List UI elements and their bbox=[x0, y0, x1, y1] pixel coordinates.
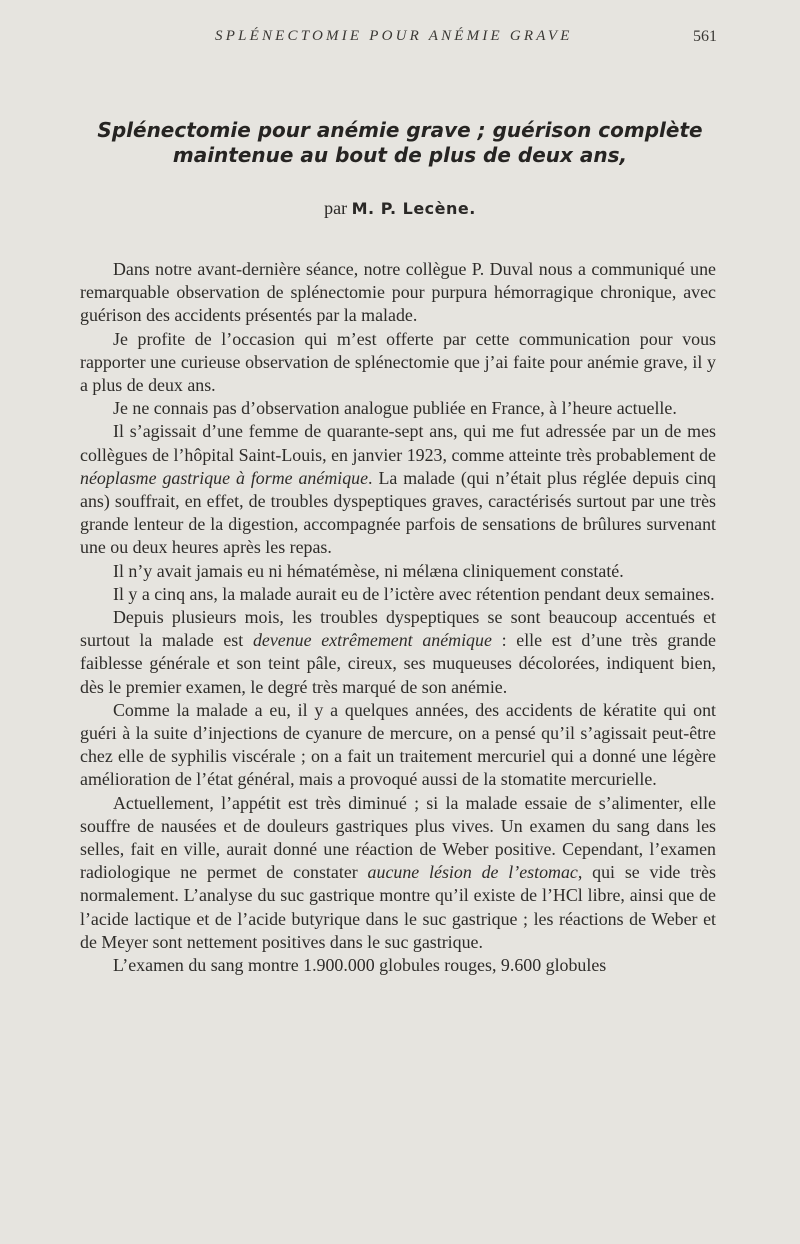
running-title: SPLÉNECTOMIE POUR ANÉMIE GRAVE bbox=[215, 28, 573, 44]
paragraph-7-part-2: : elle est d’une très grande faiblesse générale et son teint pâle, cireux, ses muqueuses décolorées, indiquent bien, dès le premier examen, le degré très marqué de son anémie. bbox=[80, 630, 716, 697]
paragraph-3: Je ne connais pas d’observation analogue publiée en France, à l’heure actuelle. bbox=[113, 398, 677, 419]
paragraph-7-part-1: Depuis plusieurs mois, les troubles dyspeptiques se sont beaucoup accentués et surtout la malade est bbox=[80, 607, 716, 651]
paragraph-7-italic: devenue extrêmement anémique bbox=[252, 630, 492, 651]
paragraph-9-part-2: , qui se vide très normalement. L’analyse du suc gastrique montre qu’il existe de l’HCl libre, ainsi que de l’acide lactique et de l’acide butyrique dans le suc gastrique ; les réactions de Weber et de Meyer sont nettement positives dans le suc gastrique. bbox=[80, 862, 716, 952]
paragraph-1: Dans notre avant-dernière séance, notre collègue P. Duval nous a communiqué une remarquable observation de splénectomie pour purpura hémorragique chronique, avec guérison des accidents présentés par la malade. bbox=[80, 259, 716, 326]
paragraph-7 bbox=[80, 606, 716, 699]
article-title-line-1: Splénectomie pour anémie grave ; guérison complète bbox=[97, 118, 703, 142]
author-name: M. P. Lecène. bbox=[351, 199, 476, 218]
article-body bbox=[80, 258, 716, 977]
paragraph-9-italic: aucune lésion de l’estomac bbox=[367, 862, 578, 883]
paragraph-6: Il y a cinq ans, la malade aurait eu de l’ictère avec rétention pendant deux semaines. bbox=[113, 583, 715, 604]
paragraph-10: L’examen du sang montre 1.900.000 globules rouges, 9.600 globules bbox=[113, 955, 607, 976]
paragraph-4-part-2: . La malade (qui n’était plus réglée depuis cinq ans) souffrait, en effet, de troubles dyspeptiques graves, caractérisés surtout par une très grande lenteur de la digestion, accompagnée parfois de sensations de brûlures survenant une ou deux heures après les repas. bbox=[80, 467, 716, 558]
paragraph-5: Il n’y avait jamais eu ni hématémèse, ni mélæna cliniquement constaté. bbox=[113, 560, 624, 581]
paragraph-9 bbox=[80, 792, 716, 954]
article-title-line-2: maintenue au bout de plus de deux ans, bbox=[172, 143, 628, 167]
byline-prefix: par bbox=[324, 198, 348, 218]
paragraph-2: Je profite de l’occasion qui m’est offerte par cette communication pour vous rapporter une curieuse observation de splénectomie que j’ai faite pour anémie grave, il y a plus de deux ans. bbox=[80, 328, 716, 396]
paragraph-8: Comme la malade a eu, il y a quelques années, des accidents de kératite qui ont guéri à la suite d’injections de cyanure de mercure, on a pensé qu’il s’agissait peut-être chez elle de syphilis viscérale ; on a fait un traitement mercuriel qui a donné une légère amélioration de l’état général, mais a provoqué aussi de la stomatite mercurielle. bbox=[80, 699, 716, 790]
paragraph-9-part-1: Actuellement, l’appétit est très diminué ; si la malade essaie de s’alimenter, elle souffre de nausées et de douleurs gastriques plus vives. Un examen du sang dans les selles, fait en ville, aurait donné une réaction de Weber positive. Cependant, l’examen radiologique ne permet de constater bbox=[80, 792, 716, 883]
page-number: 561 bbox=[693, 28, 717, 45]
paragraph-4-part-1: Il s’agissait d’une femme de quarante-sept ans, qui me fut adressée par un de mes collègues de l’hôpital Saint-Louis, en janvier 1923, comme atteinte très probablement de bbox=[80, 421, 716, 465]
paragraph-4 bbox=[80, 420, 716, 559]
paragraph-4-italic: néoplasme gastrique à forme anémique bbox=[80, 467, 369, 488]
byline bbox=[0, 198, 800, 219]
article-title bbox=[0, 118, 800, 168]
running-header bbox=[0, 28, 800, 48]
